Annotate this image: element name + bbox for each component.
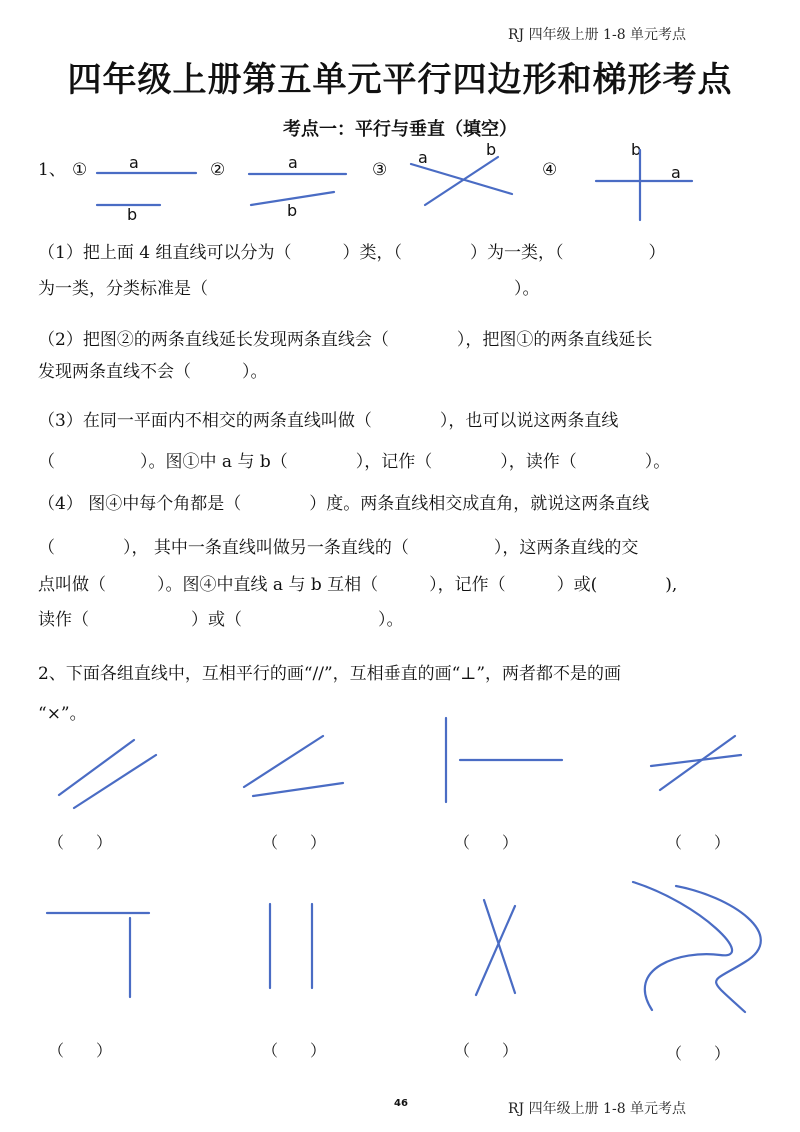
q1-figure-3-intersecting-lines [411,157,512,205]
q1-line-7: （4） 图④中每个角都是（ ）度。两条直线相交成直角，就说这两条直线 [38,494,650,514]
q2-answer-blank-6[interactable]: （ ） [262,1041,327,1060]
q2-figure-1 [59,740,156,808]
q2-line-2: “×”。 [38,704,87,724]
q1-figure-4-perpendicular-lines [596,150,692,220]
q1-figure-2-mark: ② [210,160,226,180]
q2-answer-blank-7[interactable]: （ ） [454,1041,519,1060]
fig2-line-b [251,192,334,205]
fig3-label-b: b [486,140,497,159]
q1-line-6: （ ）。图①中 a 与 b（ ），记作（ ），读作（ ）。 [38,452,671,472]
q2-answer-blank-5[interactable]: （ ） [48,1041,113,1060]
q2-answer-blank-1[interactable]: （ ） [48,833,113,852]
fig3-line-b [425,157,498,205]
section-subtitle: 考点一：平行与垂直（填空） [283,119,517,140]
q1-figure-4-mark: ④ [542,160,558,180]
fig1-label-b: b [127,205,138,224]
q2-answer-blank-3[interactable]: （ ） [454,833,519,852]
header-text: RJ 四年级上册 1-8 单元考点 [508,27,687,43]
q2-figure-7 [476,900,515,995]
fig3-label-a: a [418,148,428,167]
fig4-label-b: b [631,140,642,159]
fig2-label-b: b [287,201,298,220]
q2-figure-6 [270,904,312,988]
fig4-label-a: a [671,163,681,182]
q1-line-9: 点叫做（ ）。图④中直线 a 与 b 互相（ ），记作（ ）或( ), [38,575,678,595]
q2-answer-blank-2[interactable]: （ ） [262,833,327,852]
q2-answer-blank-8[interactable]: （ ） [666,1044,731,1063]
q1-figure-3-mark: ③ [372,160,388,180]
q1-line-8: （ ）， 其中一条直线叫做另一条直线的（ ），这两条直线的交 [38,538,639,558]
q2-figure-4 [651,736,741,790]
q2-figure-8-curves [633,882,761,1012]
footer-text: RJ 四年级上册 1-8 单元考点 [508,1101,687,1117]
q2-line-1: 2、下面各组直线中，互相平行的画“//”，互相垂直的画“⊥”，两者都不是的画 [38,664,622,684]
q2-figure-2 [244,736,343,796]
q1-line-1: （1）把上面 4 组直线可以分为（ ）类，（ ）为一类，（ ） [38,243,666,263]
q1-line-2: 为一类，分类标准是（ ）。 [38,279,540,299]
q2-figure-3 [446,718,562,802]
q1-line-10: 读作（ ）或（ ）。 [38,610,404,630]
q1-figure-1-parallel-lines [97,173,196,205]
q1-line-5: （3）在同一平面内不相交的两条直线叫做（ ），也可以说这两条直线 [38,411,619,431]
q1-figure-2-converging-lines [249,174,346,205]
q1-number: 1、 [38,160,66,180]
q1-line-3: （2）把图②的两条直线延长发现两条直线会（ ），把图①的两条直线延长 [38,330,653,350]
page-number: 46 [394,1098,408,1109]
q2-answer-blank-4[interactable]: （ ） [666,833,731,852]
q2-figure-5 [47,913,149,997]
page-title: 四年级上册第五单元平行四边形和梯形考点 [67,60,733,100]
fig1-label-a: a [129,153,139,172]
q1-line-4: 发现两条直线不会（ ）。 [38,362,268,382]
q1-figure-1-mark: ① [72,160,88,180]
fig3-line-a [411,164,512,194]
fig2-label-a: a [288,153,298,172]
